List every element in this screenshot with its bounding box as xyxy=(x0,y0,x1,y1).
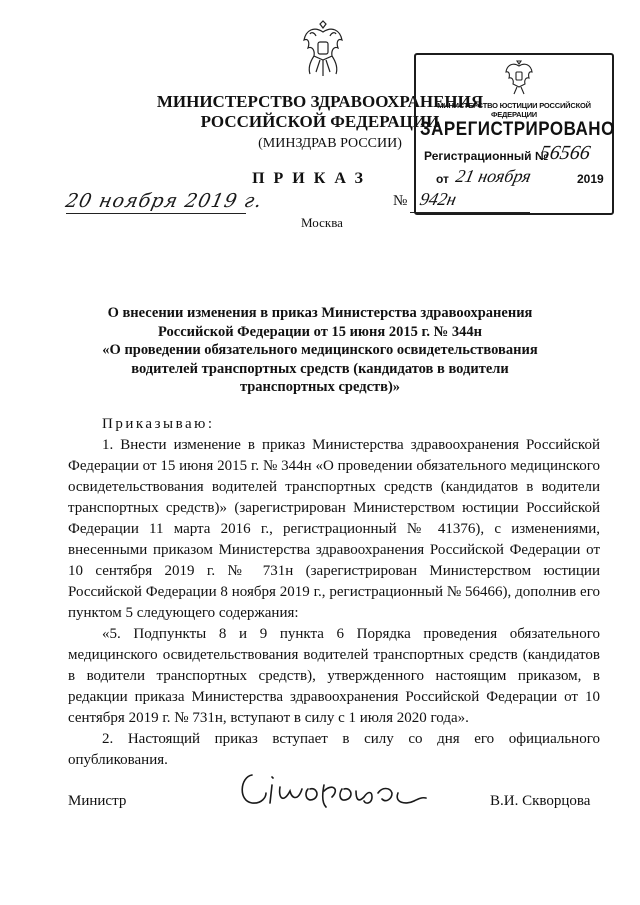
paragraph-1: 1. Внести изменение в приказ Министерства здравоохранения Российской Федерации от 15 июня 2015 г. № 344н «О проведении обязательного медицинского освидетельствования водителей транспортных средств (кандидатов в водители транспортных средств)» (зарегистрирован Министерством юстиции Российской Федерации 11 марта 2016 г., регистрационный № 41376), с изменениями, внесенными приказом Министерства здравоохранения Российской Федерации от 10 сентября 2019 г. № 731н (зарегистрирован Министерством юстиции Российской Федерации 8 ноября 2019 г., регистрационный № 56466), дополнив его пунктом 5 следующего содержания: xyxy=(68,437,600,621)
title-line-4: водителей транспортных средств (кандидатов в водители xyxy=(131,360,509,377)
date-underline xyxy=(66,213,246,214)
order-number-label: № xyxy=(393,193,408,209)
paragraph-2: «5. Подпункты 8 и 9 пункта 6 Порядка проведения обязательного медицинского освидетельствования водителей транспортных средств (кандидатов в водители транспортных средств), утвержденного настоящим приказом, в редакции приказа Министерства здравоохранения Российской Федерации от 10 сентября 2019 г. № 731н, вступают в силу с 1 июля 2020 года». xyxy=(68,626,600,726)
stamp-ministry: МИНИСТЕРСТВО ЮСТИЦИИ РОССИЙСКОЙ ФЕДЕРАЦИИ xyxy=(437,101,591,119)
stamp-reg-label: Регистрационный № xyxy=(424,149,549,163)
state-emblem-icon xyxy=(300,20,346,80)
city: Москва xyxy=(301,215,343,230)
document-type: ПРИКАЗ xyxy=(252,170,372,187)
title-line-3: «О проведении обязательного медицинского освидетельствования xyxy=(102,342,538,358)
ministry-short-name: (МИНЗДРАВ РОССИИ) xyxy=(258,136,402,151)
stamp-reg-number: 56566 xyxy=(538,142,593,164)
stamp-emblem-icon xyxy=(503,60,535,96)
order-date: 20 ноября 2019 г. xyxy=(63,190,265,212)
title-line-1: О внесении изменения в приказ Министерства здравоохранения xyxy=(107,305,533,321)
order-body xyxy=(68,414,600,771)
ministry-line-1: МИНИСТЕРСТВО ЗДРАВООХРАНЕНИЯ xyxy=(156,92,484,111)
stamp-reg-date: 21 ноября xyxy=(453,166,533,186)
order-number: 942н xyxy=(417,189,459,209)
paragraph-3: 2. Настоящий приказ вступает в силу со дня его официального опубликования. xyxy=(68,731,600,768)
title-line-5: транспортных средств)» xyxy=(239,379,401,395)
minister-name: В.И. Скворцова xyxy=(490,793,591,809)
title-line-2: Российской Федерации от 15 июня 2015 г. № 344н xyxy=(158,323,482,340)
order-title xyxy=(90,304,550,397)
minister-position: Министр xyxy=(68,793,127,809)
stamp-from-label: от xyxy=(436,172,449,186)
handwritten-signature xyxy=(232,763,432,813)
stamp-status: ЗАРЕГИСТРИРОВАНО xyxy=(420,117,615,140)
stamp-reg-year: 2019 xyxy=(577,172,604,186)
order-word: Приказываю: xyxy=(102,416,215,432)
ministry-line-2: РОССИЙСКОЙ ФЕДЕРАЦИИ xyxy=(200,112,440,131)
